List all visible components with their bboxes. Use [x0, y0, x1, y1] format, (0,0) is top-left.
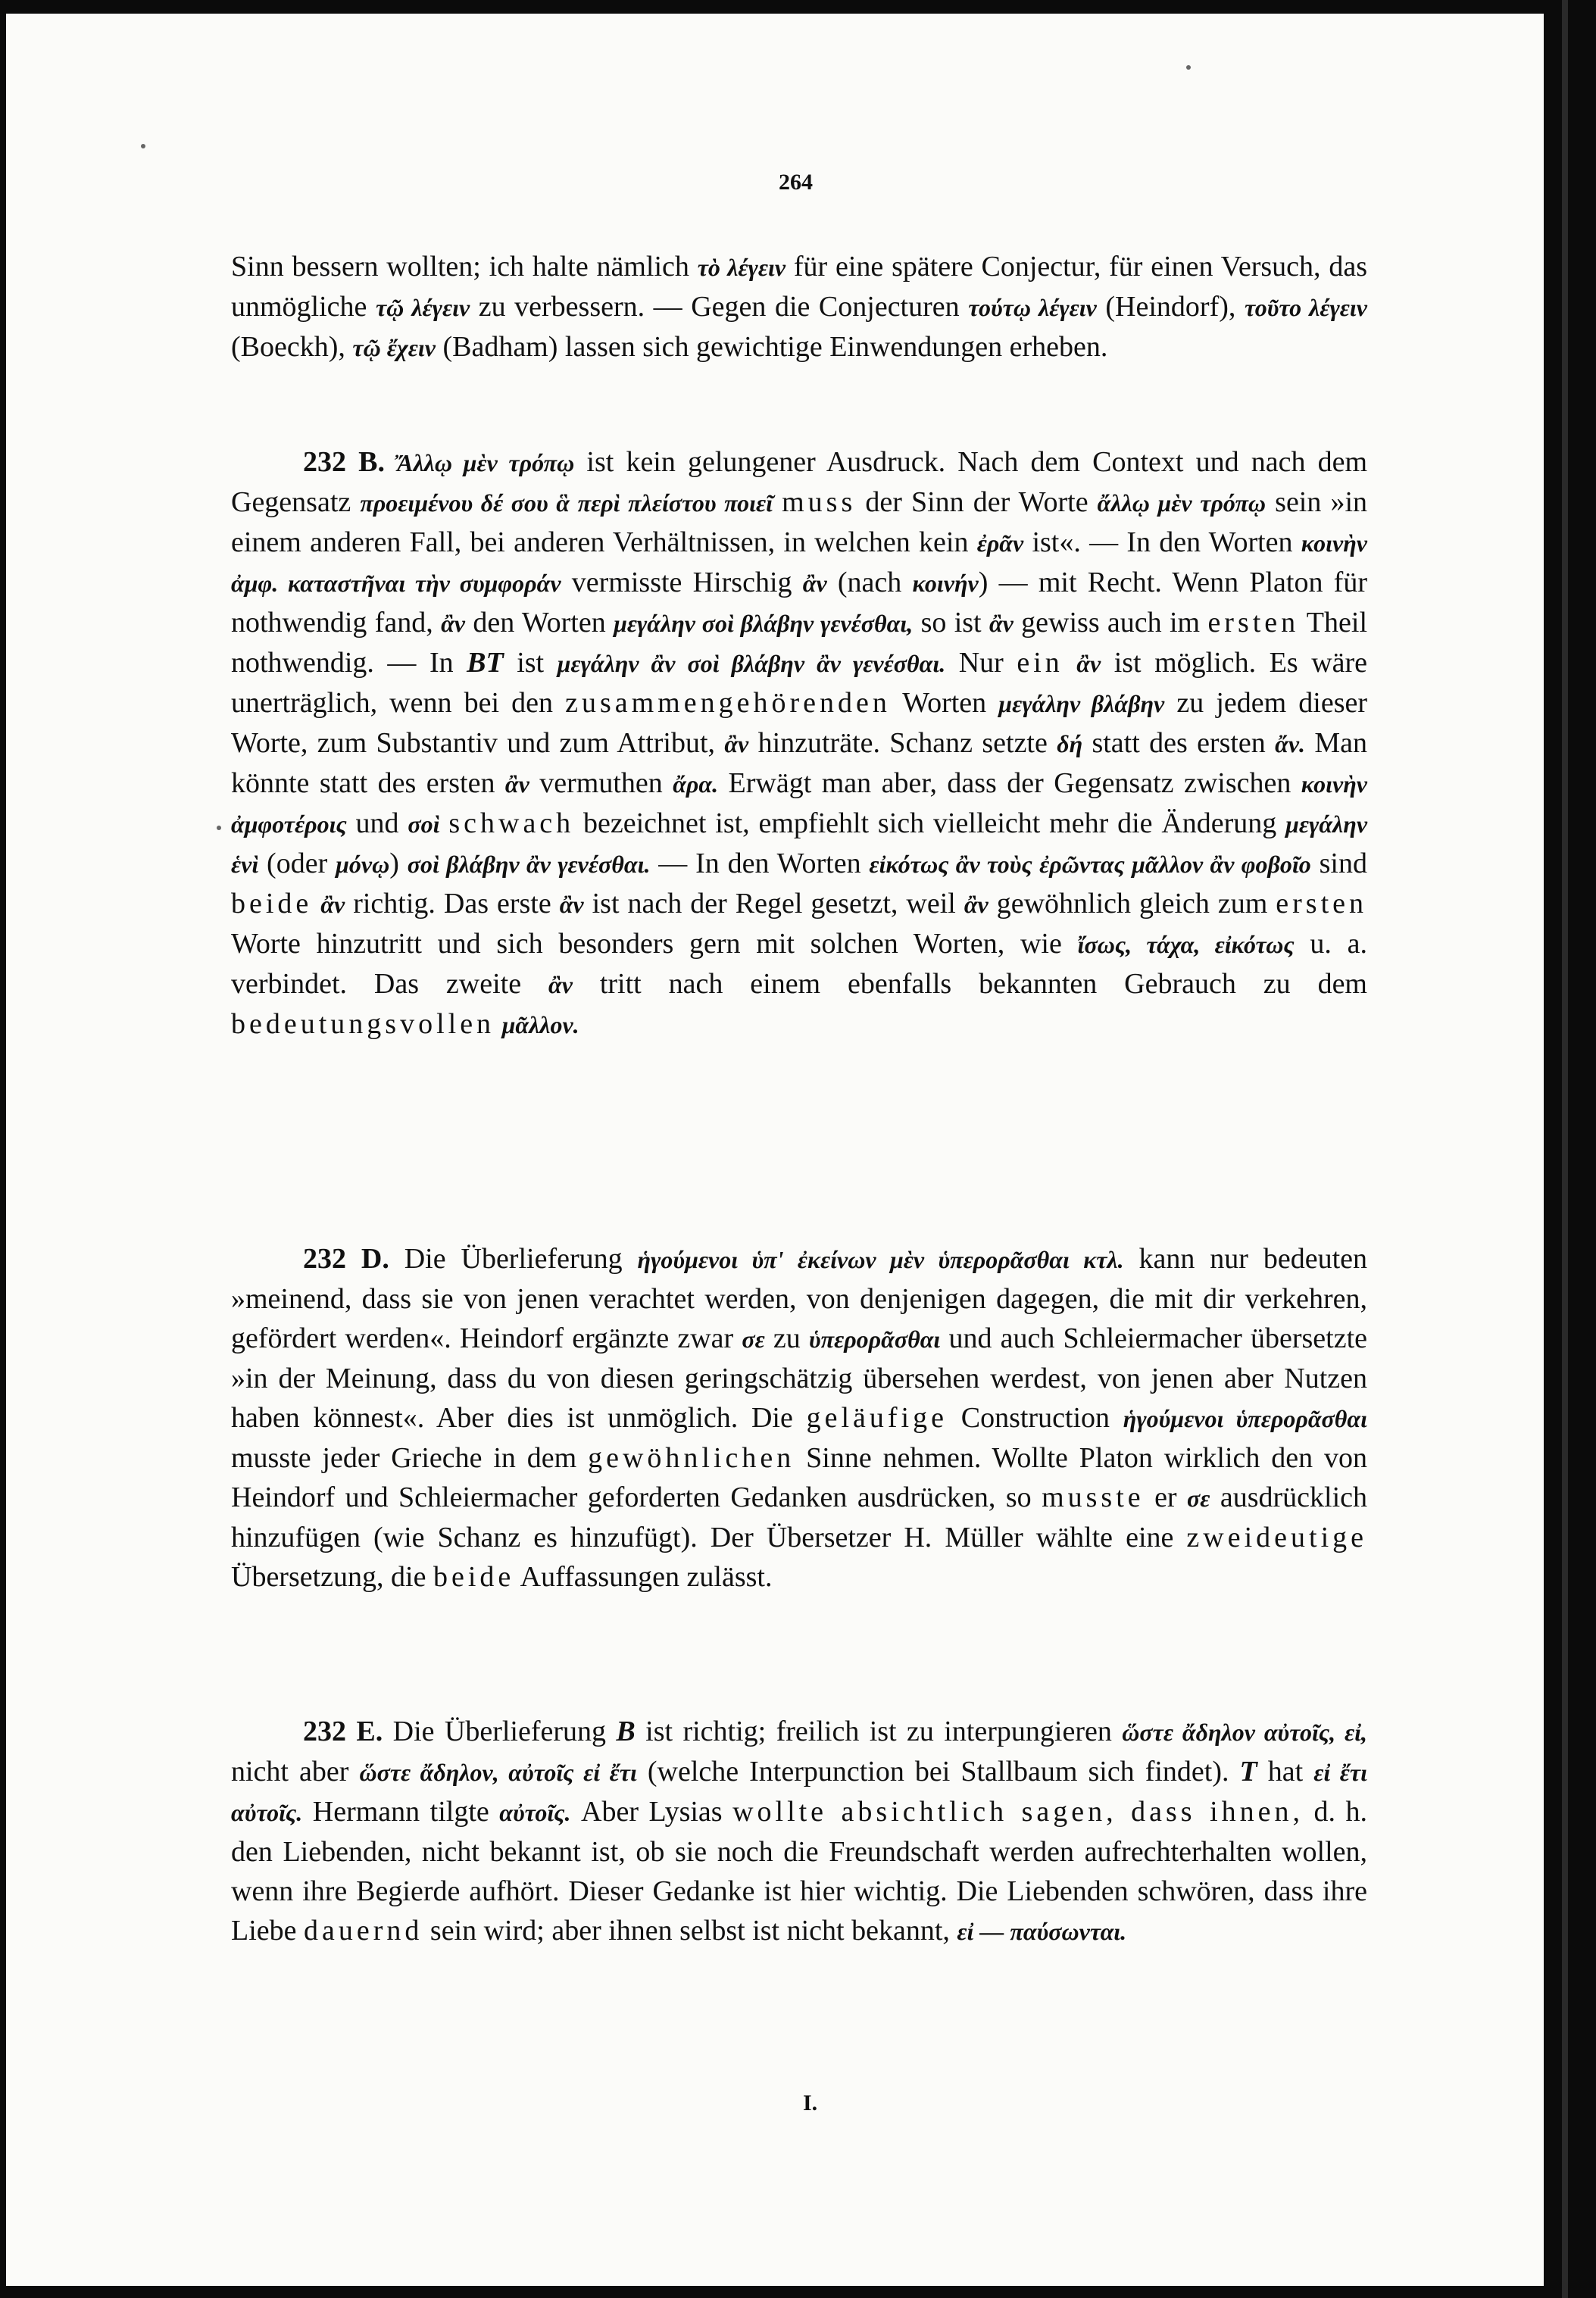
greek-text: εἰ — παύσωνται.: [957, 1918, 1127, 1945]
speck: [1186, 65, 1191, 70]
text: bezeichnet ist, empfiehlt sich vielleicht mehr die Änderung: [574, 807, 1286, 839]
spaced-emphasis: beide: [433, 1561, 515, 1593]
manuscript-siglum: T: [1239, 1756, 1257, 1788]
text: hinzuträte. Schanz setzte: [748, 727, 1057, 759]
text: vermisste Hirschig: [561, 567, 803, 598]
spaced-emphasis: zweideutige: [1186, 1522, 1367, 1553]
greek-text: σε: [1187, 1485, 1210, 1512]
text: gewiss auch im: [1013, 607, 1208, 639]
text: ausdrücklich hinzufügen (wie Schanz es hinzufügt). Der Übersetzer H. Müller wählte eine: [231, 1482, 1368, 1553]
greek-text: ἴσως, τάχα, εἰκότως: [1077, 931, 1295, 958]
text: Die Überlieferung: [383, 1716, 617, 1747]
greek-text: κοινὴν ἀμφ. καταστῆναι τὴν συμφοράν: [231, 529, 1367, 597]
greek-text: μόνῳ: [336, 851, 390, 878]
greek-text: μᾶλλον.: [501, 1011, 579, 1038]
greek-text: ἂν: [441, 610, 465, 637]
text: Worte hinzutritt und sich besonders gern mit solchen Worten, wie: [231, 928, 1078, 960]
spaced-emphasis: geläufige: [806, 1402, 948, 1434]
text: (Heindorf),: [1096, 291, 1245, 323]
greek-text: ἂν: [964, 891, 989, 918]
text: (welche Interpunction bei Stallbaum sich findet).: [636, 1756, 1240, 1788]
text: ist nach der Regel gesetzt, weil: [583, 888, 964, 920]
spaced-emphasis: bedeutungsvollen: [231, 1008, 495, 1040]
greek-text: προειμένου δέ σου ἃ περὶ πλείστου ποιεῖ: [360, 489, 773, 517]
text: d. h. den Liebenden, nicht bekannt ist, ob sie noch die Freundschaft werden aufrechterhalten wollen, wenn ihre Begierde aufhört. Dieser Gedanke ist hier wichtig. Die Liebenden schwören, dass ihre Liebe: [231, 1796, 1367, 1947]
greek-text: τῷ ἔχειν: [352, 334, 436, 361]
text: und auch Schleiermacher übersetzte »in der Meinung, dass du von diesen geringschätzig übersehen werdest, von jenen aber Nutzen haben könnest«. Aber dies ist unmöglich. Die: [231, 1322, 1367, 1434]
text: (Boeckh),: [231, 331, 353, 363]
greek-text: ἂν: [989, 610, 1014, 637]
text: ist möglich. Es wäre unerträglich, wenn bei den: [231, 647, 1368, 719]
spaced-emphasis: wollte absichtlich sagen, dass ihnen,: [732, 1796, 1304, 1828]
greek-text: σε: [742, 1325, 765, 1353]
greek-text: ἄλλῳ μὲν τρόπῳ: [1097, 489, 1266, 517]
text: ist: [503, 647, 558, 679]
text: sein »in einem anderen Fall, bei anderen Verhältnissen, in welchen kein: [231, 486, 1368, 558]
text: Auffassungen zulässt.: [514, 1561, 773, 1593]
greek-text: ὥστε ἄδηλον αὐτοῖς, εἰ,: [1122, 1719, 1368, 1746]
text: zu verbessern. — Gegen die Conjecturen: [470, 291, 969, 323]
text: ) — mit Recht. Wenn Platon für nothwendig fand,: [231, 567, 1367, 639]
text: musste jeder Grieche in dem: [231, 1442, 589, 1474]
section-label: 232 B.: [303, 446, 385, 478]
greek-text: ἂν: [559, 891, 584, 918]
text: und: [346, 807, 408, 839]
text: Hermann tilgte: [302, 1796, 500, 1828]
text: er: [1144, 1482, 1188, 1513]
manuscript-siglum: B: [616, 1716, 636, 1747]
text: hat: [1257, 1756, 1314, 1788]
printer-signature: I.: [803, 2090, 818, 2115]
greek-text: ἡγούμενοι ὑπ' ἐκείνων μὲν ὑπερορᾶσθαι κτλ.: [637, 1246, 1124, 1273]
greek-text: ἂν: [504, 770, 529, 798]
spaced-emphasis: ersten: [1207, 607, 1300, 639]
text: Worten: [890, 687, 999, 719]
text: (Badham) lassen sich gewichtige Einwendungen erheben.: [435, 331, 1108, 363]
paragraph-232e: [231, 1712, 1367, 1951]
text: so ist: [913, 607, 989, 639]
greek-text: ἡγούμενοι ὑπερορᾶσθαι: [1123, 1405, 1367, 1432]
text: — In den Worten: [650, 848, 870, 879]
text: sind: [1310, 848, 1367, 879]
text: zu: [764, 1322, 809, 1354]
section-label: 232 E.: [303, 1716, 383, 1747]
text: den Worten: [465, 607, 614, 639]
greek-text: ὥστε ἄδηλον, αὐτοῖς εἰ ἔτι: [359, 1759, 637, 1786]
greek-text: ἂν: [1076, 650, 1101, 677]
greek-text: τῷ λέγειν: [375, 294, 470, 321]
text: Sinn bessern wollten; ich halte nämlich: [231, 251, 698, 283]
greek-text: μεγάλην ἑνὶ: [231, 810, 1368, 878]
greek-text: μεγάλην βλάβην: [998, 690, 1165, 717]
page-number: 264: [779, 170, 813, 195]
greek-text: τούτῳ λέγειν: [968, 294, 1097, 321]
text: zu jedem dieser Worte, zum Substantiv und zum Attribut,: [231, 687, 1368, 759]
text: Nur: [945, 647, 1017, 679]
text: Construction: [947, 1402, 1123, 1434]
text: ist«. — In den Worten: [1023, 526, 1301, 558]
greek-text: μεγάλην ἂν σοὶ βλάβην ἂν γενέσθαι.: [557, 650, 946, 677]
paragraph-232d: [231, 1239, 1367, 1597]
spaced-emphasis: ersten: [1276, 888, 1368, 920]
greek-text: ἄν.: [1275, 730, 1306, 757]
greek-text: εἰ ἔτι αὐτοῖς.: [231, 1759, 1367, 1826]
greek-text: κοινήν: [912, 570, 979, 597]
spaced-emphasis: musste: [1042, 1482, 1145, 1513]
text: für eine spätere Conjectur, für einen Versuch, das unmögliche: [231, 251, 1368, 323]
page-edge-shadow: [1562, 0, 1568, 2298]
greek-text: μεγάλην σοὶ βλάβην γενέσθαι,: [614, 610, 914, 637]
greek-text: ἂν: [802, 570, 827, 597]
manuscript-siglum: BT: [467, 647, 504, 679]
greek-text: εἰκότως ἂν τοὺς ἐρῶντας μᾶλλον ἂν φοβοῖο: [869, 851, 1311, 878]
spaced-emphasis: beide: [231, 888, 313, 920]
text: ): [389, 848, 408, 879]
greek-text: ἂν: [320, 891, 345, 918]
spaced-emphasis: schwach: [448, 807, 575, 839]
spaced-emphasis: muss: [782, 486, 857, 518]
text: statt des ersten: [1082, 727, 1276, 759]
spaced-emphasis: zusammengehörenden: [565, 687, 891, 719]
greek-text: Ἄλλῳ μὲν τρόπῳ: [397, 449, 575, 476]
text: kann nur bedeuten »meinend, dass sie von jenen verachtet werden, von denjenigen dagegen, die mit dir verkehren, gefördert werden«. Heindorf ergänzte zwar: [231, 1243, 1367, 1354]
paragraph-232b: [231, 442, 1367, 1044]
greek-text: κοινὴν ἀμφοτέροις: [231, 770, 1367, 838]
paragraph-continuation: [231, 247, 1367, 367]
greek-text: τοῦτο λέγειν: [1244, 294, 1368, 321]
greek-text: σοὶ βλάβην ἂν γενέσθαι.: [407, 851, 651, 878]
greek-text: ἐρᾶν: [976, 529, 1024, 557]
text: der Sinn der Worte: [856, 486, 1098, 518]
greek-text: ὑπερορᾶσθαι: [808, 1325, 941, 1353]
spaced-emphasis: dauernd: [304, 1915, 423, 1947]
text: gewöhnlich gleich zum: [988, 888, 1276, 920]
spaced-emphasis: gewöhnlichen: [588, 1442, 795, 1474]
text: Erwägt man aber, dass der Gegensatz zwischen: [718, 767, 1301, 799]
greek-text: αὐτοῖς.: [499, 1799, 571, 1826]
text: Man könnte statt des ersten: [231, 727, 1368, 799]
text: vermuthen: [529, 767, 673, 799]
speck: [217, 826, 221, 830]
text: sein wird; aber ihnen selbst ist nicht bekannt,: [423, 1915, 957, 1947]
section-label: 232 D.: [303, 1243, 389, 1275]
greek-text: δή: [1057, 730, 1083, 757]
greek-text: τὸ λέγειν: [697, 254, 786, 281]
text: ist kein gelungener Ausdruck. Nach dem Context und nach dem Gegensatz: [231, 446, 1368, 518]
text: u. a. verbindet. Das zweite: [231, 928, 1367, 1000]
speck: [141, 144, 145, 148]
text: (nach: [826, 567, 913, 598]
greek-text: ἂν: [548, 971, 573, 998]
text: richtig. Das erste: [345, 888, 560, 920]
spaced-emphasis: ein: [1017, 647, 1063, 679]
greek-text: σοὶ: [408, 810, 440, 838]
text: nicht aber: [231, 1756, 360, 1788]
text: Die Überlieferung: [389, 1243, 638, 1275]
greek-text: ἂν: [724, 730, 749, 757]
text: (oder: [258, 848, 336, 879]
text: Aber Lysias: [570, 1796, 733, 1828]
text: Theil nothwendig. — In: [231, 607, 1368, 679]
text: Sinne nehmen. Wollte Platon wirklich den von Heindorf und Schleiermacher geforderten Gedanken ausdrücken, so: [231, 1442, 1367, 1513]
text: tritt nach einem ebenfalls bekannten Gebrauch zu dem: [572, 968, 1367, 1000]
greek-text: ἄρα.: [673, 770, 719, 798]
text: ist richtig; freilich ist zu interpungieren: [635, 1716, 1123, 1747]
text: Übersetzung, die: [231, 1561, 433, 1593]
